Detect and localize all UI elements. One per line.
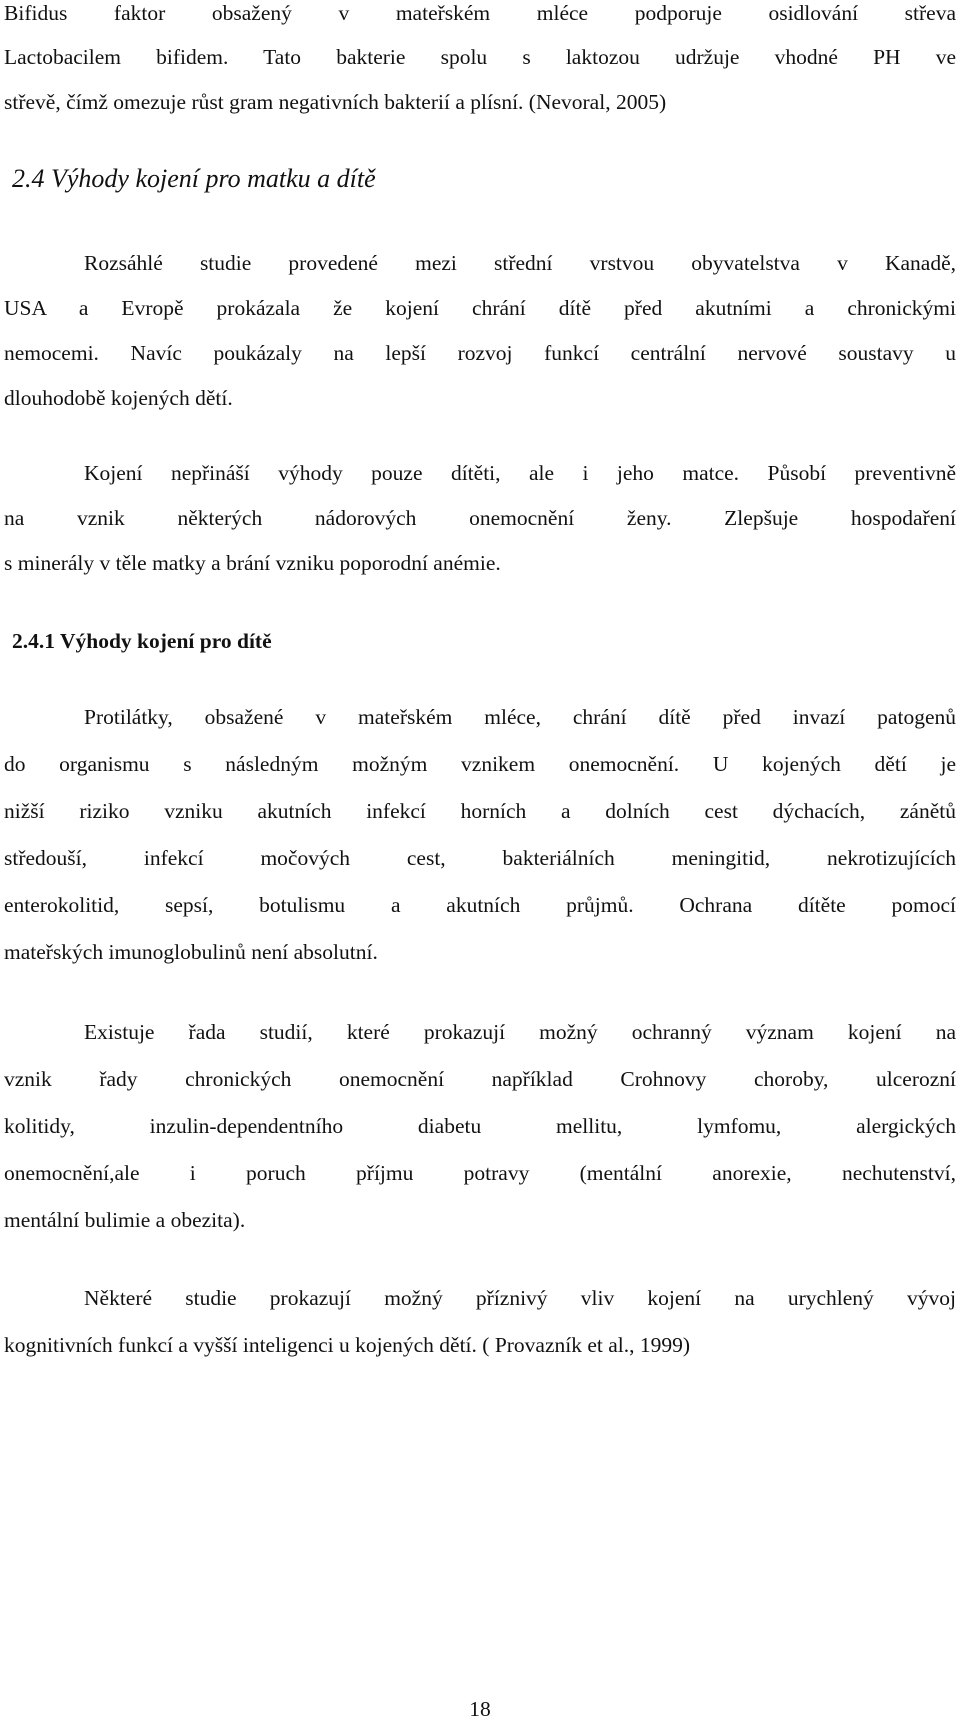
s241-p1-line-5: enterokolitid, sepsí, botulismu a akutních průjmů. Ochrana dítěte pomocí: [4, 893, 956, 917]
section-heading-2-4-1: 2.4.1 Výhody kojení pro dítě: [12, 629, 272, 653]
intro-line-3: střevě, čímž omezuje růst gram negativních bakterií a plísní. (Nevoral, 2005): [4, 90, 667, 114]
s241-p1-line-4: středouší, infekcí močových cest, bakteriálních meningitid, nekrotizujících: [4, 846, 956, 870]
s241-p1-line-3: nižší riziko vzniku akutních infekcí horních a dolních cest dýchacích, zánětů: [4, 799, 956, 823]
s241-p2-line-3: kolitidy, inzulin-dependentního diabetu mellitu, lymfomu, alergických: [4, 1114, 956, 1138]
s24-p1-line-4: dlouhodobě kojených dětí.: [4, 386, 233, 410]
s241-p2-line-5: mentální bulimie a obezita).: [4, 1208, 246, 1232]
s24-p1-line-3: nemocemi. Navíc poukázaly na lepší rozvoj funkcí centrální nervové soustavy u: [4, 341, 956, 365]
s24-p2-line-1: Kojení nepřináší výhody pouze dítěti, ale i jeho matce. Působí preventivně: [84, 461, 956, 485]
section-heading-2-4: 2.4 Výhody kojení pro matku a dítě: [12, 164, 376, 193]
s241-p1-line-2: do organismu s následným možným vznikem onemocnění. U kojených dětí je: [4, 752, 956, 776]
s241-p2-line-2: vznik řady chronických onemocnění například Crohnovy choroby, ulcerozní: [4, 1067, 956, 1091]
s24-p2-line-3: s minerály v těle matky a brání vzniku poporodní anémie.: [4, 551, 501, 575]
s24-p1-line-2: USA a Evropě prokázala že kojení chrání dítě před akutními a chronickými: [4, 296, 956, 320]
s24-p2-line-2: na vznik některých nádorových onemocnění ženy. Zlepšuje hospodaření: [4, 506, 956, 530]
page-number: 18: [469, 1697, 491, 1721]
s24-p1-line-1: Rozsáhlé studie provedené mezi střední vrstvou obyvatelstva v Kanadě,: [84, 251, 956, 275]
s241-p2-line-1: Existuje řada studií, které prokazují možný ochranný význam kojení na: [84, 1020, 956, 1044]
s241-p1-line-1: Protilátky, obsažené v mateřském mléce, chrání dítě před invazí patogenů: [84, 705, 956, 729]
s241-p3-line-1: Některé studie prokazují možný příznivý vliv kojení na urychlený vývoj: [84, 1286, 956, 1310]
s241-p2-line-4: onemocnění,ale i poruch příjmu potravy (mentální anorexie, nechutenství,: [4, 1161, 956, 1185]
s241-p3-line-2: kognitivních funkcí a vyšší inteligenci u kojených dětí. ( Provazník et al., 1999): [4, 1333, 691, 1357]
s241-p1-line-6: mateřských imunoglobulinů není absolutní.: [4, 940, 378, 964]
intro-line-1: Bifidus faktor obsažený v mateřském mléce podporuje osidlování střeva: [4, 1, 956, 25]
intro-line-2: Lactobacilem bifidem. Tato bakterie spolu s laktozou udržuje vhodné PH ve: [4, 45, 956, 69]
